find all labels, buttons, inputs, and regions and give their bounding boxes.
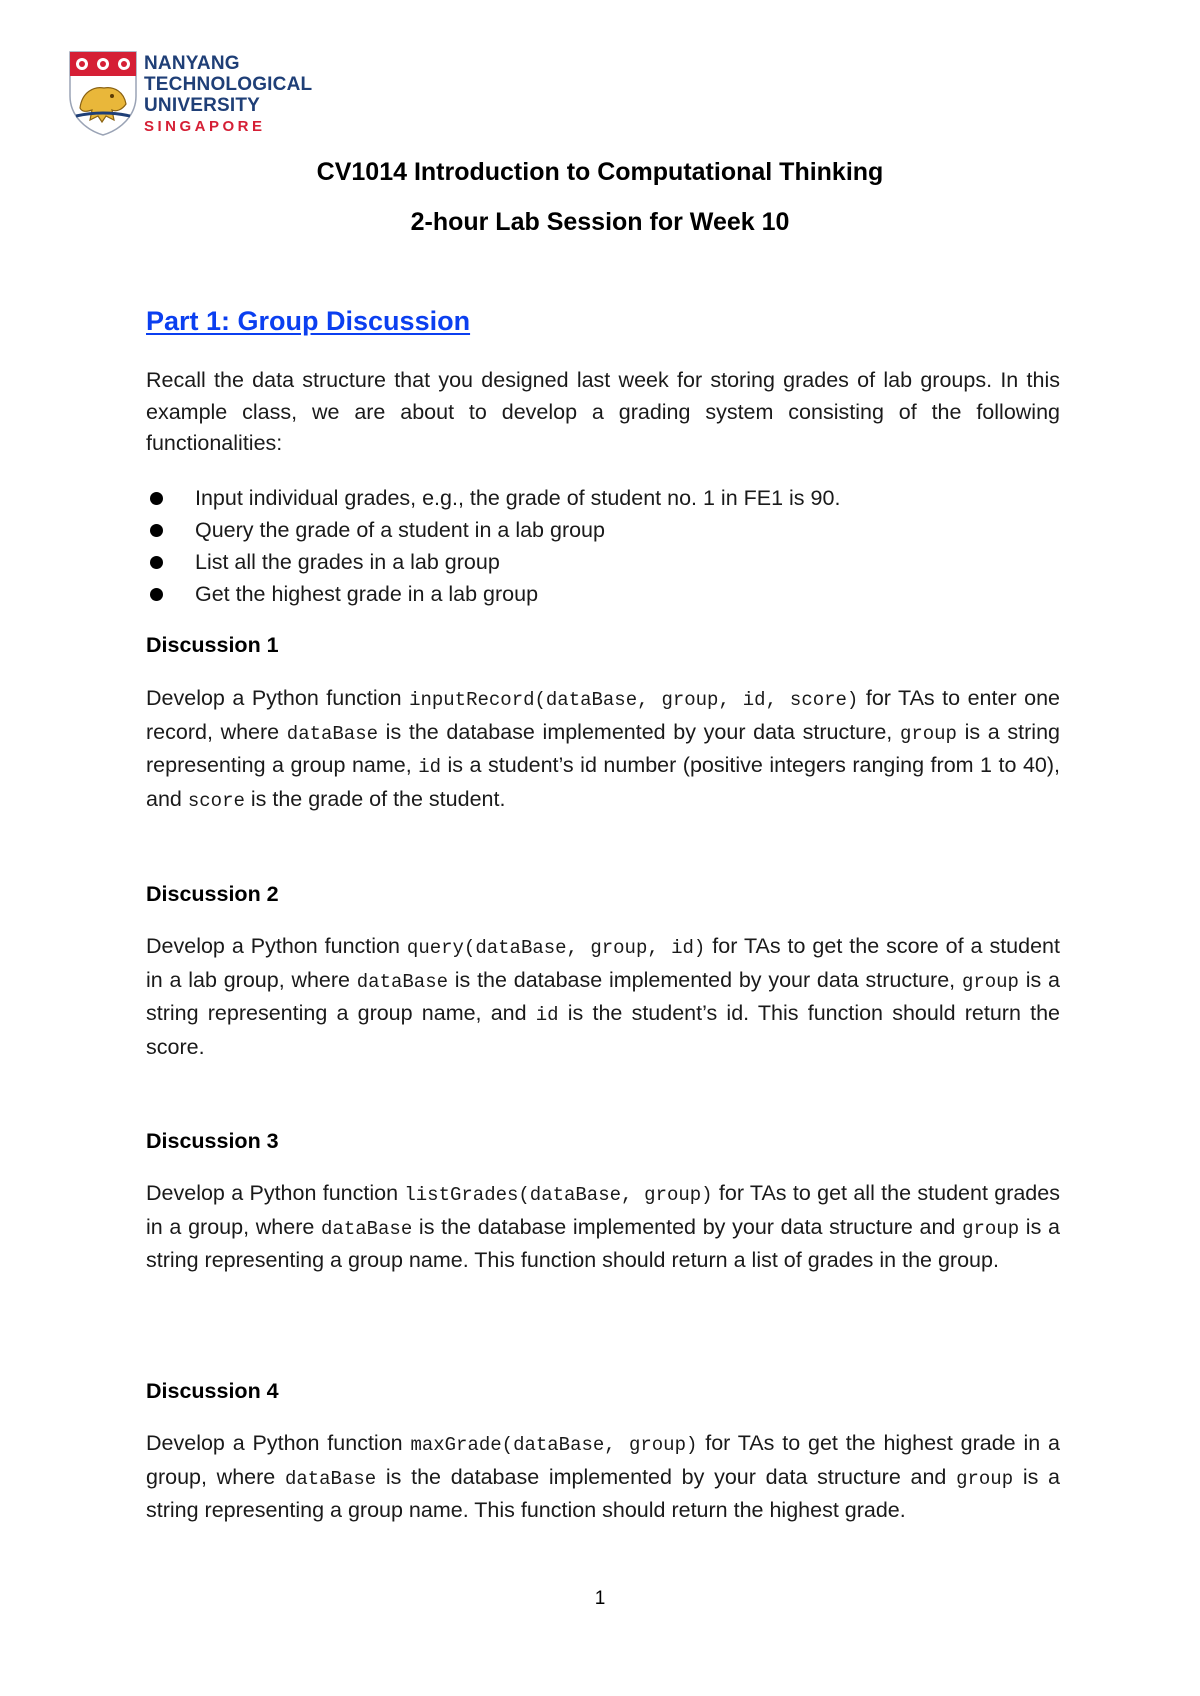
list-item-text: Query the grade of a student in a lab group xyxy=(195,518,605,542)
text-run: is a string representing a group name, xyxy=(146,719,1060,777)
code-run: inputRecord(dataBase, group, id, score) xyxy=(409,689,859,711)
code-run: id xyxy=(535,1004,559,1026)
intro-paragraph xyxy=(146,365,1060,460)
discussion-3-heading: Discussion 3 xyxy=(146,1129,279,1153)
functionality-list xyxy=(146,482,840,610)
code-run: query(dataBase, group, id) xyxy=(406,937,706,959)
ntu-crest-icon xyxy=(68,50,138,136)
discussion-4-heading: Discussion 4 xyxy=(146,1379,279,1403)
code-run: group xyxy=(956,1467,1014,1490)
part1-heading: Part 1: Group Discussion xyxy=(146,306,471,336)
text-run: for TAs to get the score of a student in a lab group, where xyxy=(146,934,1060,992)
list-item xyxy=(146,514,840,546)
text-run: for TAs to enter one record, where xyxy=(146,686,1060,744)
logo-line-singapore: SINGAPORE xyxy=(144,118,266,135)
text-run: is the database implemented by your data structure, xyxy=(378,719,900,744)
list-item-text: List all the grades in a lab group xyxy=(195,550,500,574)
discussion-1-text xyxy=(146,683,1060,817)
discussion-1-heading: Discussion 1 xyxy=(146,633,279,657)
text-run: is the database implemented by your data structure and xyxy=(376,1464,957,1489)
bullet-icon xyxy=(150,524,163,537)
bullet-icon xyxy=(150,588,163,601)
code-run: dataBase xyxy=(286,722,379,745)
logo-line-technological: TECHNOLOGICAL xyxy=(144,74,313,95)
list-item xyxy=(146,578,840,610)
code-run: dataBase xyxy=(356,970,448,993)
text-run: is the database implemented by your data structure, xyxy=(448,967,962,992)
code-run: group xyxy=(962,1217,1020,1240)
ntu-logo xyxy=(68,50,313,140)
document-subtitle: 2-hour Lab Session for Week 10 xyxy=(410,208,790,236)
text-run: is a string representing a group name, and xyxy=(146,967,1060,1025)
code-run: group xyxy=(899,722,957,745)
text-run: for TAs to get the highest grade in a group, where xyxy=(146,1431,1060,1489)
discussion-3-text xyxy=(146,1178,1060,1277)
discussion-2-heading: Discussion 2 xyxy=(146,882,279,906)
list-item-text: Get the highest grade in a lab group xyxy=(195,582,539,606)
text-run: is a string representing a group name. This function should return the highest grade. xyxy=(146,1464,1061,1522)
text-run: is the student’s id. This function should return the score. xyxy=(146,1001,1060,1059)
code-run: listGrades(dataBase, group) xyxy=(404,1184,713,1206)
text-run: Develop a Python function xyxy=(146,1181,405,1205)
text-run: is a student’s id number (positive integers ranging from 1 to 40), and xyxy=(146,753,1060,811)
page-number: 1 xyxy=(594,1588,606,1609)
list-item xyxy=(146,546,840,578)
text-run: for TAs to get all the student grades in a group, where xyxy=(146,1181,1060,1239)
list-item-text: Input individual grades, e.g., the grade of student no. 1 in FE1 is 90. xyxy=(195,486,841,510)
list-item xyxy=(146,482,840,514)
code-run: group xyxy=(961,970,1019,993)
discussion-4-text xyxy=(146,1428,1060,1527)
code-run: dataBase xyxy=(321,1217,413,1240)
code-run: dataBase xyxy=(284,1467,377,1490)
text-run: Develop a Python function xyxy=(146,934,407,958)
text-run: is the database implemented by your data structure and xyxy=(412,1214,963,1239)
code-run: score xyxy=(187,789,245,812)
logo-line-university: UNIVERSITY xyxy=(144,95,261,116)
code-run: maxGrade(dataBase, group) xyxy=(410,1434,698,1456)
intro-text: Recall the data structure that you designed last week for storing grades of lab groups. In this example class, we are about to develop a grading system consisting of the following functionalities: xyxy=(146,368,1060,455)
ntu-wordmark xyxy=(144,53,312,138)
logo-line-nanyang: NANYANG xyxy=(144,53,240,74)
text-run: Develop a Python function xyxy=(146,1431,411,1455)
code-run: id xyxy=(418,756,442,778)
discussion-2-text xyxy=(146,931,1060,1063)
document-title: CV1014 Introduction to Computational Thinking xyxy=(316,158,884,186)
bullet-icon xyxy=(150,492,163,505)
bullet-icon xyxy=(150,556,163,569)
text-run: Develop a Python function xyxy=(146,686,410,710)
text-run: is the grade of the student. xyxy=(244,786,506,811)
text-run: is a string representing a group name. This function should return a list of grades in the group. xyxy=(146,1214,1060,1272)
